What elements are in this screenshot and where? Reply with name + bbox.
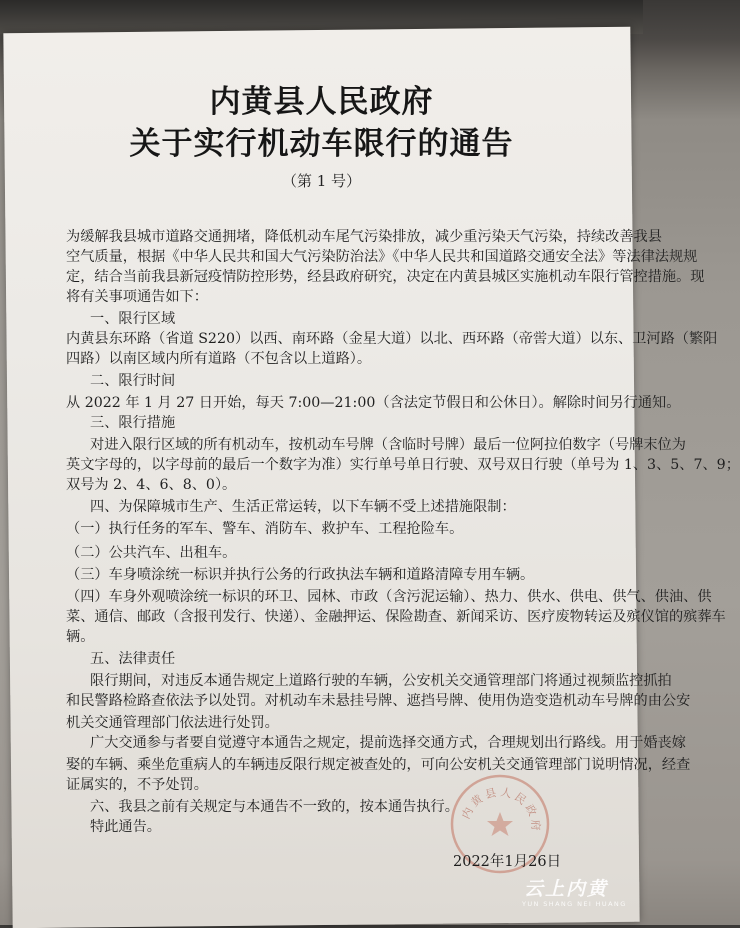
signature-date: 2022年1月26日 (453, 854, 562, 870)
body-line: 三、限行措施 (90, 415, 176, 431)
body-line: 和民警路检路查依法予以处罚。对机动车未悬挂号牌、遮挡号牌、使用伪造变造机动车号牌的由公安 (66, 693, 691, 709)
body-line: 五、法律责任 (90, 651, 176, 667)
body-line: 对进入限行区域的所有机动车，按机动车号牌（含临时号牌）最后一位阿拉伯数字（号牌末位为 (90, 437, 686, 453)
body-line: （二）公共汽车、出租车。 (66, 545, 237, 561)
body-line: 六、我县之前有关规定与本通告不一致的，按本通告执行。 (90, 799, 459, 815)
watermark-logo (516, 870, 640, 918)
body-line: 辆。 (66, 629, 95, 645)
body-line: 娶的车辆、乘坐危重病人的车辆违反限行规定被查处的，可向公安机关交通管理部门说明情况，经查 (66, 757, 691, 773)
body-line: 为缓解我县城市道路交通拥堵，降低机动车尾气污染排放，减少重污染天气污染，持续改善我县 (66, 229, 662, 245)
body-line: 双号为 2、4、6、8、0）。 (66, 477, 237, 493)
watermark-main: 云上内黄 (524, 878, 609, 900)
body-line: 特此通告。 (90, 819, 161, 835)
body-line: （一）执行任务的军车、警车、消防车、救护车、工程抢险车。 (66, 521, 464, 537)
body-line: 内黄县东环路（省道 S220）以西、南环路（金星大道）以北、西环路（帝喾大道）以东、卫河路（繁阳 (66, 331, 718, 347)
body-line: （三）车身喷涂统一标识并执行公务的行政执法车辆和道路清障专用车辆。 (66, 567, 535, 583)
body-line: 定，结合当前我县新冠疫情防控形势，经县政府研究，决定在内黄县城区实施机动车限行管控措施。现 (66, 269, 705, 285)
body-line: 二、限行时间 (90, 373, 176, 389)
body-line: 广大交通参与者要自觉遵守本通告之规定，提前选择交通方式，合理规划出行路线。用于婚丧嫁 (90, 735, 686, 751)
body-line: 英文字母的，以字母前的最后一个数字为准）实行单号单日行驶、双号双日行驶（单号为 1、3、5、7、9； (66, 457, 740, 473)
title-line1: 内黄县人民政府 (209, 84, 434, 120)
watermark-sub: YUN SHANG NEI HUANG (522, 900, 627, 908)
body-line: （四）车身外观喷涂统一标识的环卫、园林、市政（含污泥运输）、热力、供水、供电、供气、供油、供 (66, 589, 712, 605)
body-line: 菜、通信、邮政（含报刊发行、快递）、金融押运、保险勘查、新闻采访、医疗废物转运及殡仪馆的殡葬车 (66, 609, 726, 625)
body-line: 将有关事项通告如下： (66, 289, 208, 305)
body-line: 机关交通管理部门依法进行处罚。 (66, 715, 279, 731)
seal-text: 内黄县人民政府 (459, 785, 543, 834)
title-line2: 关于实行机动车限行的通告 (129, 126, 514, 162)
body-line: 一、限行区域 (90, 311, 176, 327)
body-line: 四、为保障城市生产、生活正常运转，以下车辆不受上述措施限制： (90, 499, 516, 515)
body-line: 四路）以南区域内所有道路（不包含以上道路）。 (66, 351, 372, 367)
notice-number: （第 1 号） (281, 172, 362, 190)
body-line: 限行期间，对违反本通告规定上道路行驶的车辆，公安机关交通管理部门将通过视频监控抓拍 (90, 673, 672, 689)
body-line: 从 2022 年 1 月 27 日开始，每天 7:00—21:00（含法定节假日和公休日）。解除时间另行通知。 (66, 395, 681, 411)
body-line: 证属实的，不予处罚。 (66, 777, 208, 793)
body-line: 空气质量，根据《中华人民共和国大气污染防治法》《中华人民共和国道路交通安全法》等法律法规规 (66, 249, 698, 265)
